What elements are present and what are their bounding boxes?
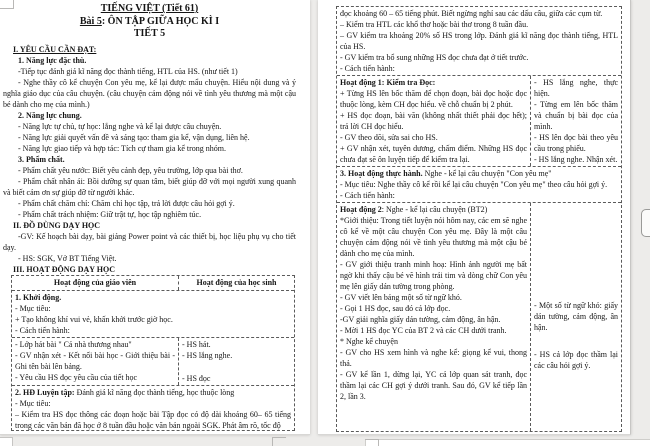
text-line: + Từng HS lên bốc thăm để chọn đoạn, bài đọc hoặc đọc thuộc lòng, kèm CH đọc hiểu. về chỗ chuẩn bị 2 phút.	[340, 89, 527, 109]
text-line: - GV nhận xét - Kết nối bài học - Giới thiệu bài - Ghi tên bài lên bảng.	[15, 350, 175, 371]
table-row	[12, 385, 294, 430]
text-line: - Một số từ ngữ khó: giấy dán tường, cảm động, ân hận.	[534, 301, 618, 332]
text-boundary-mark	[272, 437, 286, 438]
next-page-corner	[0, 437, 13, 446]
activity-table	[11, 275, 295, 431]
text-line: - GV kiểm tra bổ sung những HS đọc chưa đạt ở tiết trước.	[340, 53, 529, 62]
text-line: - GV kể lần 1, dừng lại, YC cả lớp quan sát tranh, đọc thầm lại các CH gợi ý dưới tranh. Sau đó, GV kể tiếp lần 2, lần 3.	[340, 370, 527, 401]
text-line: II. ĐỒ DÙNG DẠY HỌC	[13, 220, 101, 230]
text-line: -GV: Kế hoạch bài dạy, bài giảng Power point và các thiết bị, học liệu phụ vụ cho tiết dạy.	[3, 231, 296, 252]
text-line: -Tiếp tục đánh giá kĩ năng đọc thành tiếng, HTL của HS. (như tiết 1)	[18, 66, 238, 76]
teacher-activity-cell	[337, 76, 531, 166]
table-row	[12, 337, 294, 385]
text-line: I. YÊU CẦU CẦN ĐẠT:	[13, 44, 97, 54]
text-boundary-mark	[272, 437, 273, 446]
student-activity-cell	[179, 338, 294, 385]
text-line: - Năng lực tự chủ, tự học: lắng nghe và kể lại được câu chuyện.	[18, 121, 222, 131]
text-line: Bài 5: ÔN TẬP GIỮA HỌC KÌ I	[79, 15, 220, 27]
text-boundary-mark	[13, 0, 14, 8]
text-line: *Giới thiệu: Trong tiết luyện nói hôm nay, các em sẽ nghe cô kể về một câu chuyện Con yêu mẹ. Đây là một câu chuyện cảm động nói về tình yêu thương mà một cậu bé dành cho mẹ của mình.	[340, 216, 527, 258]
text-line: - Năng lực giải quyết vấn đề và sáng tạo: tham gia kể, vận dụng, liên hệ.	[18, 132, 250, 142]
text-line: III. HOẠT ĐỘNG DẠY HỌC	[13, 264, 116, 274]
text-line: - Cách tiến hành:	[340, 64, 395, 73]
text-line: + GV nhận xét, tuyên dương, chấm điểm. Những HS đọc chưa đạt sẽ ôn luyện tiếp để kiểm tra lại.	[340, 144, 527, 164]
text-line: TIẾNG VIỆT (Tiết 61)	[100, 3, 199, 14]
text-line: 2. HĐ Luyện tập: Đánh giá kĩ năng đọc thành tiếng, học thuộc lòng	[15, 387, 235, 397]
text-line: - GV viết lên bảng một số từ ngữ khó.	[340, 293, 462, 302]
text-line: + Tạo không khí vui vẻ, khấn khởi trước giờ học.	[15, 314, 173, 324]
table-row	[337, 75, 621, 166]
warmup-row	[12, 291, 294, 337]
text-line: - HS cả lớp đọc thầm lại các câu hỏi gợi ý.	[534, 350, 618, 370]
text-boundary-mark	[0, 8, 14, 9]
text-line: - GV theo dõi, sửa sai cho HS.	[340, 133, 438, 142]
text-line: - Từng em lên bốc thăm và chuẩn bị bài đọc của mình.	[534, 100, 618, 131]
story-retell-intro-row	[337, 167, 621, 202]
text-line: đọc khoảng 60 – 65 tiếng phút. Biết ngừng nghỉ sau các dấu câu, giữa các cụm từ.	[340, 9, 603, 18]
text-line: + HS đọc đoạn, bài văn (không nhất thiết phải đọc hết); trả lời CH đọc hiểu.	[340, 111, 527, 131]
text-line: - GV giới thiệu tranh minh hoạ: Hình ảnh người mẹ bất ngờ khi thấy cậu bé vẽ hình trái tim và dòng chữ Con yêu mẹ lên giấy dán tường trong phòng.	[340, 260, 527, 291]
text-line: - Lớp hát bài " Cả nhà thương nhau"	[15, 339, 132, 349]
table-row	[337, 166, 621, 202]
text-line: - Năng lực giao tiếp và hợp tác: Tích cự tham gia kể trong nhóm.	[18, 143, 227, 153]
text-line: - HS hát.	[182, 339, 211, 349]
teacher-activity-cell	[337, 203, 531, 431]
text-line: - Mục tiêu: Nghe thầy cô kể rồi kể lại câu chuyện "Con yêu mẹ" theo câu hỏi gợi ý.	[340, 180, 608, 189]
text-line: - Yêu cầu HS đọc yêu cầu của tiết học	[15, 372, 138, 382]
text-line: * Nghe kể chuyện	[340, 337, 398, 346]
text-boundary-mark	[365, 439, 379, 440]
text-line: - Nghe thầy cô kể chuyện Con yêu mẹ, kể lại được mẩu chuyện. Hiểu nội dung và ý nghĩa giáo dục của câu chuyện. (câu chuyện cảm động nói về tình yêu thương mà một cậu bé dành cho mẹ của mình.)	[3, 77, 296, 109]
text-line: - HS lên đọc bài theo yêu cầu trong phiếu.	[534, 133, 618, 153]
reading-check-goals-row	[337, 7, 621, 75]
text-line: - HS đọc	[182, 373, 211, 383]
text-line: - HS: SGK, Vở BT Tiếng Việt.	[18, 253, 117, 263]
text-line: TIẾT 5	[133, 28, 166, 39]
text-boundary-mark	[378, 439, 379, 446]
table-row	[337, 202, 621, 431]
text-line: - Cách tiến hành:	[340, 191, 395, 200]
table-row	[12, 290, 294, 337]
lesson-requirements-section	[3, 44, 296, 275]
text-line: – GV kiểm tra khoảng 20% số HS trong lớp. Đánh giá kĩ năng đọc thành tiếng, HTL của HS.	[340, 31, 618, 51]
student-activity-cell	[531, 203, 621, 431]
text-line: - HS lắng nghe, thực hiện.	[534, 78, 618, 98]
text-line: - Mời 1 HS đọc YC của BT 2 và các CH dưới tranh.	[340, 326, 507, 335]
teacher-activity-column-header: Hoạt động của giáo viên	[12, 276, 179, 290]
text-line: - HS lắng nghe. Nhận xét.	[534, 155, 618, 164]
left-page-content	[3, 3, 296, 431]
text-line: Hoạt động 1: Kiểm tra Đọc:	[340, 78, 436, 87]
text-line: - Phẩm chất trách nhiệm: Giữ trật tự, học tập nghiêm túc.	[18, 209, 202, 219]
table-row	[337, 7, 621, 75]
text-line: 3. Hoạt động thực hành. Nghe - kể lại câu chuyện "Con yêu mẹ"	[340, 169, 552, 178]
text-line: 1. Khởi động.	[15, 292, 62, 302]
text-line: 3. Phẩm chất.	[18, 154, 65, 164]
text-line: - Mục tiêu:	[15, 303, 51, 313]
text-line: Hoạt động 2: Nghe - kể lại câu chuyện (BT2)	[340, 205, 488, 214]
next-page-top-edge	[365, 439, 650, 446]
teacher-activity-cell	[12, 338, 179, 385]
document-page-right	[318, 0, 631, 435]
text-line: - GV cho HS xem hình và nghe kể: giọng kể vui, thong thả.	[340, 348, 527, 368]
text-line: - Phẩm chất chăm chỉ: Chăm chỉ học tập, trả lời được câu hỏi gợi ý.	[18, 198, 235, 208]
activity-table-header-row	[12, 276, 294, 290]
activity-table-continued	[336, 6, 622, 432]
text-line: - Cách tiến hành:	[15, 325, 70, 335]
text-line: – Kiểm tra HS đọc thông các đoạn hoặc bài Tập đọc có độ dài khoảng 60– 65 tiếng trong các văn bản đã học ở 8 tuần đầu hoặc văn bản ngoài SGK. Phát âm rõ, tốc độ	[15, 409, 291, 430]
text-line: - Gọi 1 HS đọc, sau đó cả lớp đọc.	[340, 304, 451, 313]
document-title	[3, 3, 296, 41]
document-page-left	[0, 0, 310, 435]
text-line: -GV giải nghĩa giấy dán tường, cảm động, ân hận.	[340, 315, 501, 324]
student-activity-column-header: Hoạt động của học sinh	[196, 277, 277, 287]
text-line: - Phẩm chất nhân ái: Bồi dưỡng sự quan tâm, biết giúp đỡ với mọi người xung quanh và biết cảm ơn sự giúp đỡ từ người khác.	[3, 176, 296, 197]
side-panel-handle-button[interactable]	[641, 209, 650, 237]
text-line: - HS lắng nghe.	[182, 350, 233, 360]
text-line: 1. Năng lực đặc thù.	[18, 55, 87, 65]
practice-row	[12, 386, 294, 430]
student-activity-cell	[531, 76, 621, 166]
text-line: 2. Năng lực chung.	[18, 110, 82, 120]
text-line: – Kiểm tra HTL các khổ thơ hoặc bài thơ trong 8 tuần đầu.	[340, 20, 529, 29]
text-line: - Mục tiêu:	[15, 398, 51, 408]
text-line: - Phẩm chất yêu nước: Biết yêu cảnh đẹp, yêu trường, lớp qua bài thơ.	[18, 165, 243, 175]
